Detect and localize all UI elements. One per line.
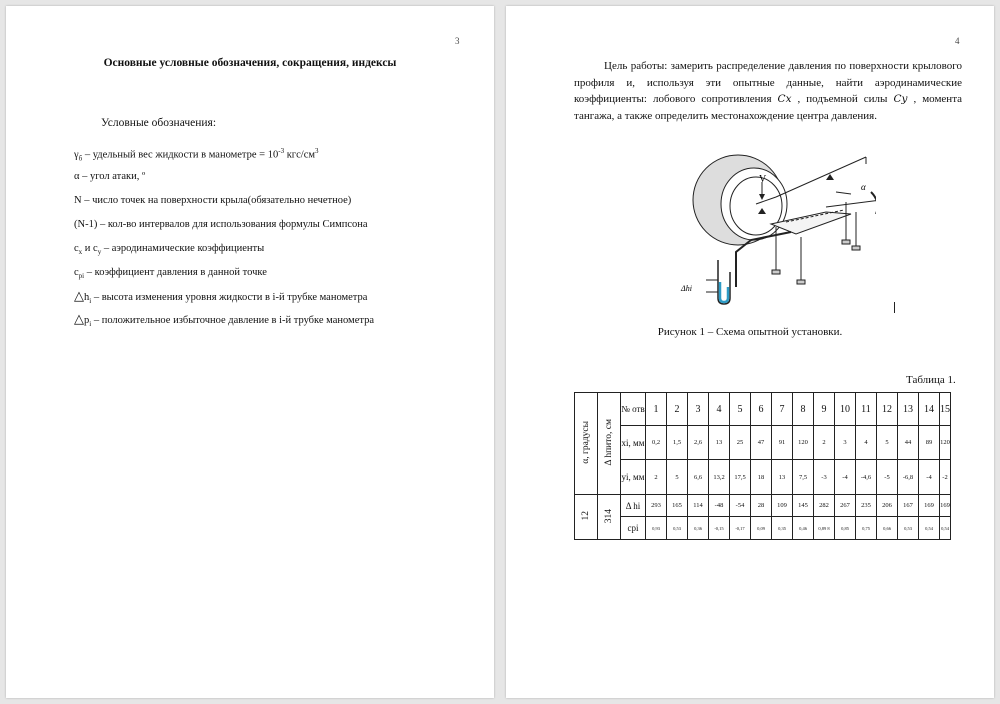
alpha-value: 12 [575,495,598,540]
cp-cell: 0,89 8 [814,517,835,540]
dh-cell: 282 [814,495,835,517]
x-cell: 2,6 [688,426,709,460]
x-cell: 47 [751,426,772,460]
y-cell: 5 [667,460,688,495]
x-cell: 5 [877,426,898,460]
x-cell: 0,2 [646,426,667,460]
dh-cell: 169 [940,495,951,517]
y-cell: -4 [919,460,940,495]
index-cell: 14 [919,393,940,426]
x-cell: 1,5 [667,426,688,460]
cp-cell: 0,09 [751,517,772,540]
alpha-label: α [861,182,866,192]
page-number: 3 [455,36,460,46]
index-cell: 7 [772,393,793,426]
index-cell: 10 [835,393,856,426]
goal-paragraph: Цель работы: замерить распределение давления по поверхности крылового профиля и, используя эти опытные данные, найти аэродинамические коэффициенты: лобового сопротивления Cx , подъемной силы Cy , момента тангажа, а также определить местонахождение центра давления. [574,60,963,122]
cp-cell: 0,46 [793,517,814,540]
dh-pito-value: 314 [598,495,621,540]
symbol-cx-cy: $c_x$ и $c_y$ – аэродинамические коэффициенты [74,243,265,257]
x-cell: 25 [730,426,751,460]
table-label: Таблица 1. [906,374,956,386]
x-cell: 13 [709,426,730,460]
dh-cell: 28 [751,495,772,517]
y-cell: -5 [877,460,898,495]
cp-cell: 0,85 [835,517,856,540]
row-label-dh: Δ hi [621,495,646,517]
text-cursor [894,302,895,313]
x-cell: 44 [898,426,919,460]
row-label-number: № отв [621,393,646,426]
row-label-x: xi, мм [621,426,646,460]
cp-cell: -0,15 [709,517,730,540]
y-cell: 13 [772,460,793,495]
y-cell: -2 [940,460,951,495]
index-cell: 8 [793,393,814,426]
dh-cell: 267 [835,495,856,517]
dh-cell: 293 [646,495,667,517]
index-cell: 12 [877,393,898,426]
y-cell: -4,6 [856,460,877,495]
dh-cell: 145 [793,495,814,517]
page-number: 4 [955,36,960,46]
y-cell: 7,5 [793,460,814,495]
x-cell: 3 [835,426,856,460]
cp-cell: 0,66 [877,517,898,540]
document-page-4 [506,6,994,698]
y-cell: 6,6 [688,460,709,495]
cp-cell: 0,93 [646,517,667,540]
setup-diagram [676,152,876,317]
symbol-delta-h: $\triangle h_i$ – высота изменения уровня жидкости в i-й трубке манометра [74,289,368,306]
gauge-clamp [826,174,834,180]
y-cell: 18 [751,460,772,495]
cp-cell: 0,35 [772,517,793,540]
alpha-header: α, градусы [575,393,598,495]
cp-cell: 0,54 [919,517,940,540]
index-cell: 15 [940,393,951,426]
cp-cell: 0,36 [688,517,709,540]
dh-cell: 206 [877,495,898,517]
velocity-label: V [759,174,767,185]
symbol-cpi: $c_{pi}$ – коэффициент давления в данной точке [74,267,267,281]
x-cell: 2 [814,426,835,460]
index-cell: 11 [856,393,877,426]
subheading: Условные обозначения: [101,117,217,129]
dh-cell: 165 [667,495,688,517]
symbol-gamma: $\gamma_б$ – удельный вес жидкости в манометре = $10^{-3}$ кгс/$см^3$ [74,147,319,163]
index-cell: 2 [667,393,688,426]
x-cell: 91 [772,426,793,460]
y-cell: -6,8 [898,460,919,495]
page-heading: Основные условные обозначения, сокращения, индексы [103,57,397,69]
index-cell: 3 [688,393,709,426]
symbol-delta-p: $\triangle p_i$ – положительное избыточное давление в i-й трубке манометра [74,312,374,329]
dh-pito-header: Δ hпито, см [598,393,621,495]
y-cell: 13,2 [709,460,730,495]
dh-cell: -48 [709,495,730,517]
y-cell: 17,5 [730,460,751,495]
symbol-n-minus-1: (N-1) – кол-во интервалов для использования формулы Симпсона [74,219,368,230]
x-cell: 120 [940,426,951,460]
cp-cell: 0,53 [667,517,688,540]
row-label-y: yi, мм [621,460,646,495]
index-cell: 13 [898,393,919,426]
cx-symbol: Cx [777,93,792,105]
symbol-alpha: α – угол атаки, º [74,171,146,182]
dh-cell: 169 [919,495,940,517]
cp-cell: 0,53 [898,517,919,540]
figure-caption: Рисунок 1 – Схема опытной установки. [657,326,843,338]
y-cell: 2 [646,460,667,495]
cp-cell: 0,75 [856,517,877,540]
index-cell: 9 [814,393,835,426]
cp-cell: -0,17 [730,517,751,540]
cy-symbol: Cy [893,93,908,105]
index-cell: 6 [751,393,772,426]
dh-cell: 167 [898,495,919,517]
x-cell: 4 [856,426,877,460]
index-cell: 1 [646,393,667,426]
y-cell: -4 [835,460,856,495]
document-page-3 [6,6,494,698]
delta-h-label: Δhi [681,284,692,293]
dh-cell: -54 [730,495,751,517]
index-cell: 5 [730,393,751,426]
symbol-n: N – число точек на поверхности крыла(обязательно нечетное) [74,195,352,206]
x-cell: 120 [793,426,814,460]
index-cell: 4 [709,393,730,426]
cp-cell: 0,54 [940,517,951,540]
x-cell: 89 [919,426,940,460]
dh-cell: 114 [688,495,709,517]
y-cell: -3 [814,460,835,495]
dh-cell: 109 [772,495,793,517]
dh-cell: 235 [856,495,877,517]
data-table [574,392,951,540]
row-label-cp: cpi [621,517,646,540]
